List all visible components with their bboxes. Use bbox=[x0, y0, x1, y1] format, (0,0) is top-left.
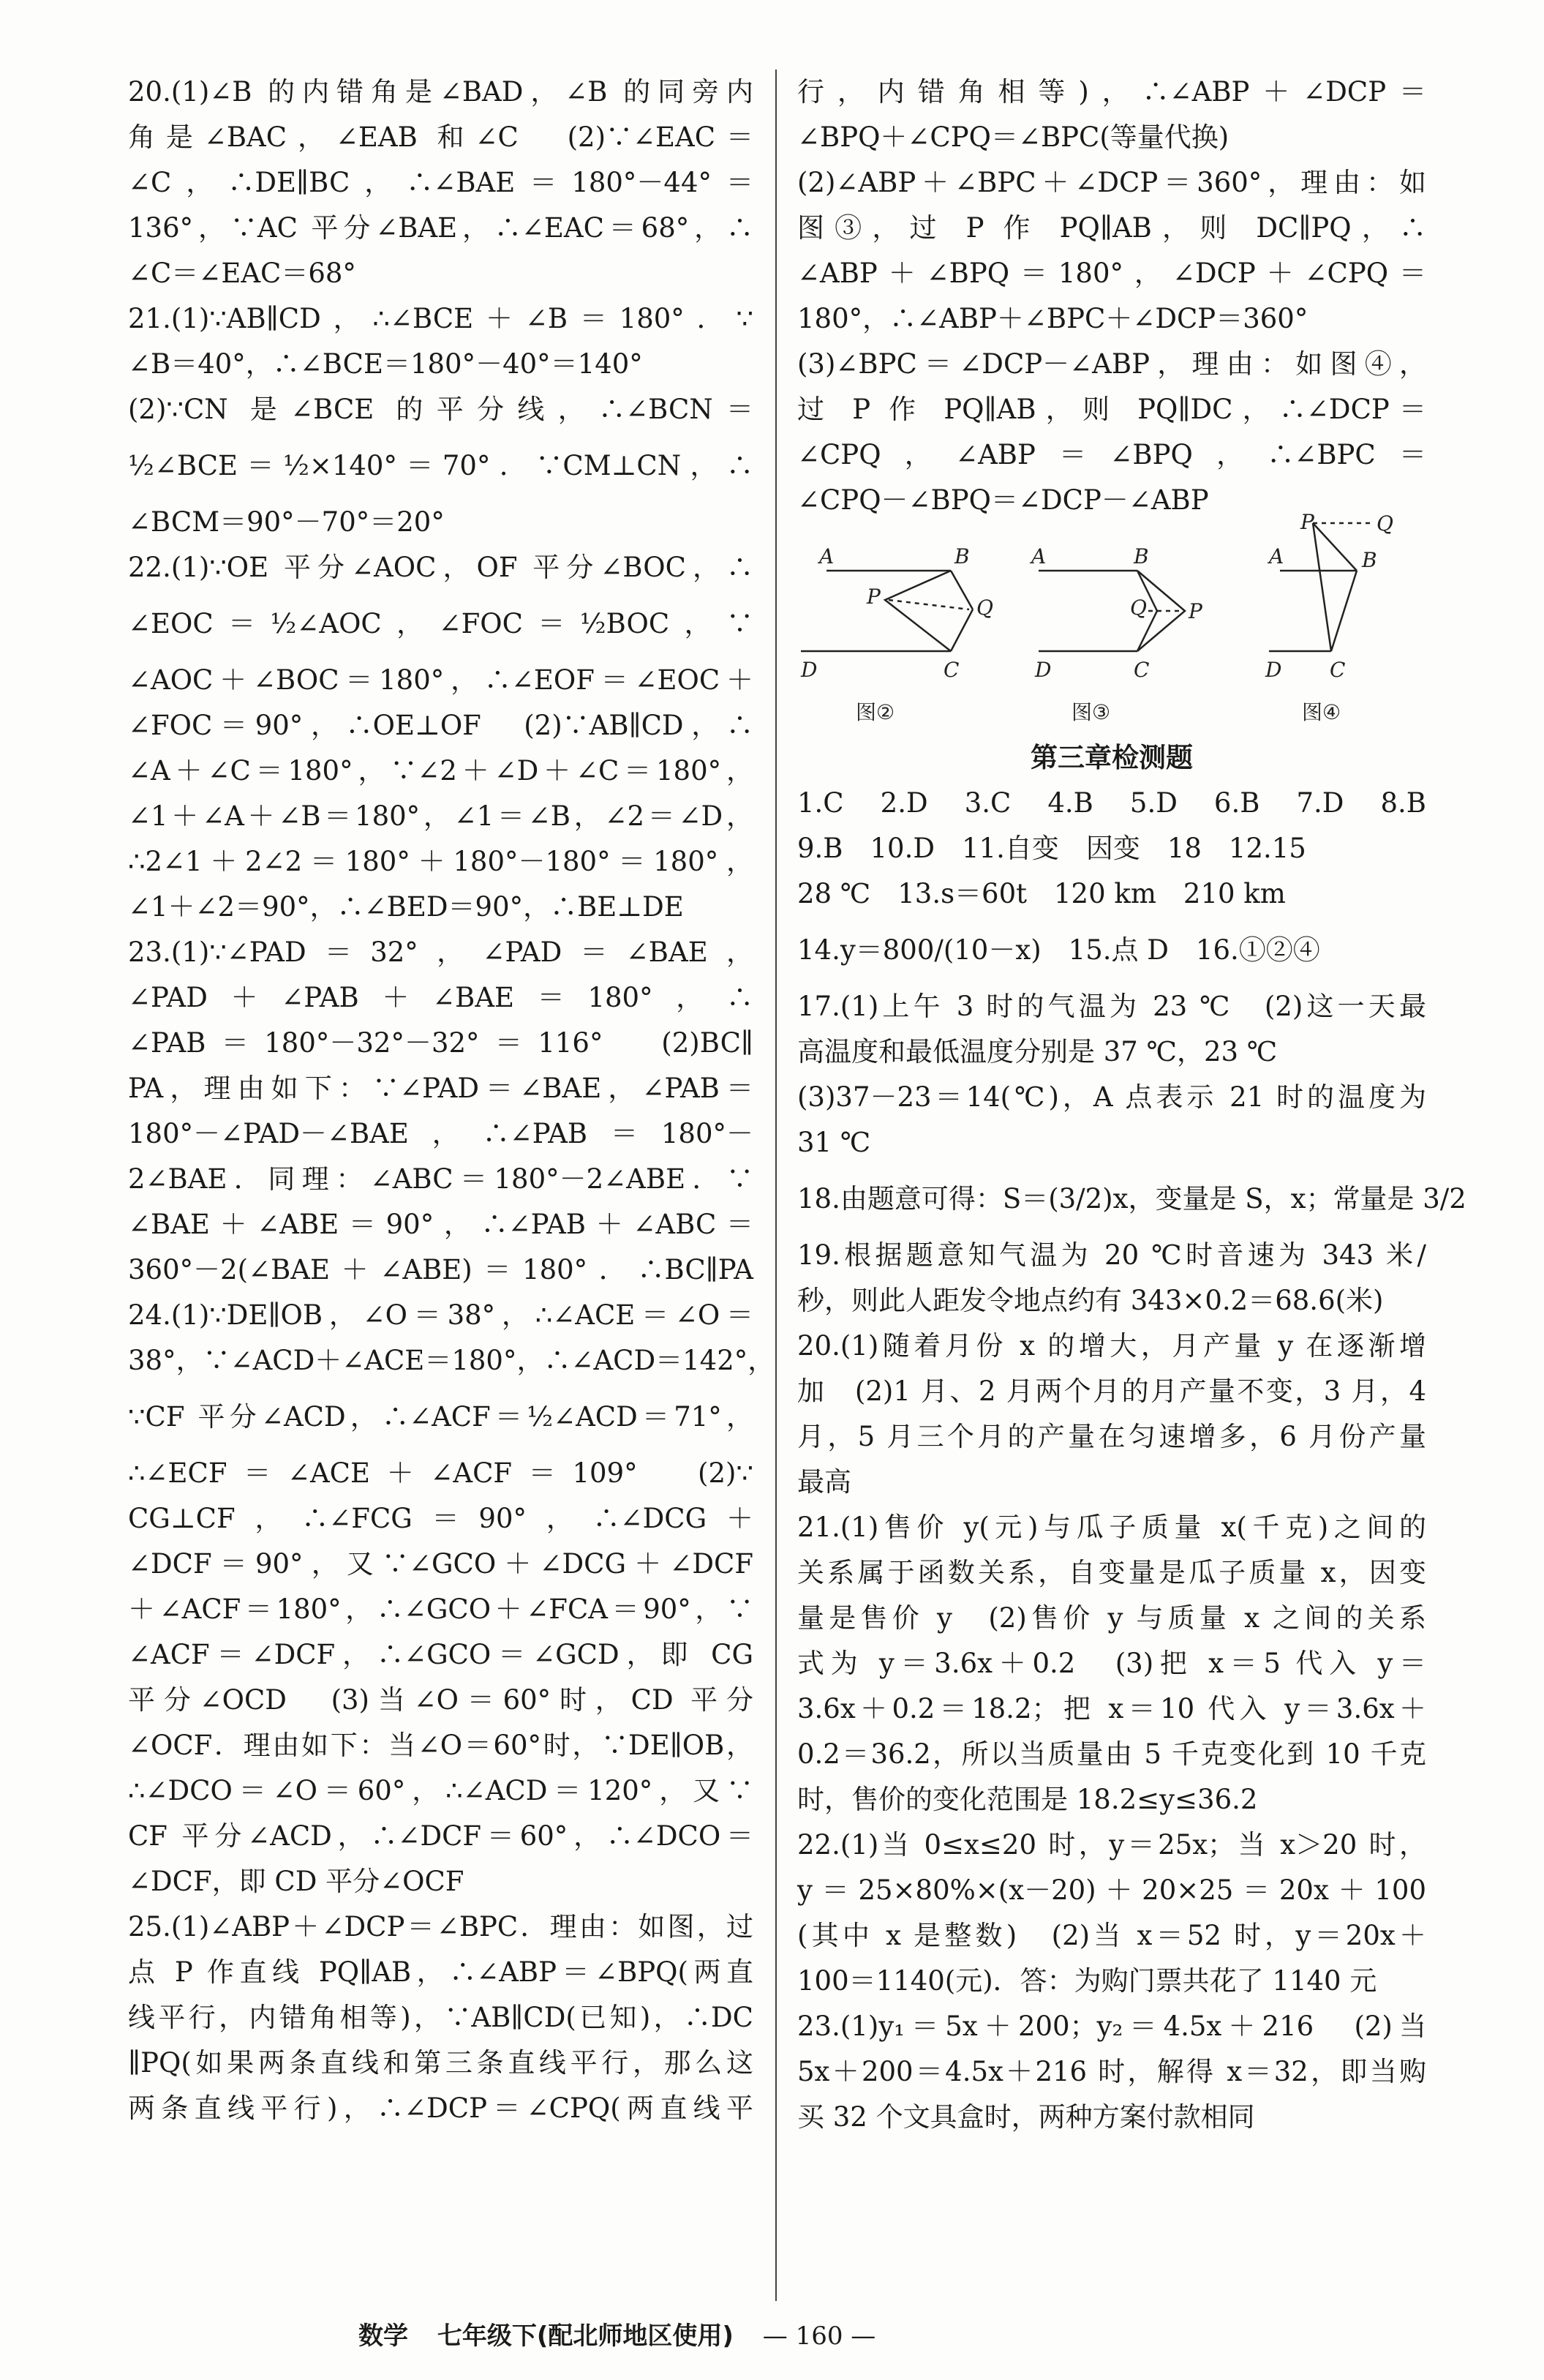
text-line: 18.由题意可得：S＝(3/2)x，变量是 S，x；常量是 3/2 bbox=[797, 1183, 1466, 1215]
text-line: 19.根据题意知气温为 20 ℃时音速为 343 米/ bbox=[797, 1239, 1426, 1271]
fig4-caption: 图④ bbox=[1302, 700, 1341, 724]
fig2-label-d: D bbox=[801, 658, 818, 682]
text-line: ∵CF 平分∠ACD，∴∠ACF＝½∠ACD＝71°， bbox=[128, 1401, 753, 1433]
text-line: 式为 y＝3.6x＋0.2 (3)把 x＝5 代入 y＝ bbox=[797, 1648, 1426, 1679]
text-line: ＋∠ACF＝180°，∴∠GCO＋∠FCA＝90°，∵ bbox=[128, 1593, 753, 1625]
text-line: PA，理由如下：∵∠PAD＝∠BAE，∠PAB＝ bbox=[128, 1073, 753, 1104]
text-line: 38°，∵∠ACD＋∠ACE＝180°，∴∠ACD＝142°， bbox=[128, 1345, 775, 1376]
text-line: ∠1＋∠2＝90°，∴∠BED＝90°，∴BE⊥DE bbox=[128, 891, 684, 923]
text-line: ∠AOC＋∠BOC＝180°，∴∠EOF＝∠EOC＋ bbox=[128, 664, 753, 696]
text-line: ∠C＝∠EAC＝68° bbox=[128, 258, 356, 289]
text-line: ∥PQ(如果两条直线和第三条直线平行，那么这 bbox=[128, 2047, 753, 2079]
text-line: CF 平分∠ACD，∴∠DCF＝60°，∴∠DCO＝ bbox=[128, 1820, 753, 1852]
text-line: ∠BAE＋∠ABE＝90°，∴∠PAB＋∠ABC＝ bbox=[128, 1209, 753, 1240]
text-line: ∠1＋∠A＋∠B＝180°，∠1＝∠B，∠2＝∠D， bbox=[128, 800, 753, 832]
text-line: ∴∠DCO＝∠O＝60°，∴∠ACD＝120°，又∵ bbox=[128, 1775, 753, 1806]
text-line: 23.(1)y₁＝5x＋200；y₂＝4.5x＋216 (2)当 bbox=[797, 2011, 1426, 2042]
text-line: (2)∠ABP＋∠BPC＋∠DCP＝360°，理由：如 bbox=[797, 167, 1426, 198]
text-line: 图③，过 P 作 PQ∥AB，则 DC∥PQ，∴ bbox=[797, 212, 1426, 244]
text-line: 量是售价 y (2)售价 y 与质量 x 之间的关系 bbox=[797, 1602, 1426, 1634]
text-line: 180°，∴∠ABP＋∠BPC＋∠DCP＝360° bbox=[797, 303, 1308, 334]
text-line: ½∠BCE＝½×140°＝70°．∵CM⊥CN，∴ bbox=[128, 450, 753, 481]
text-line: 高温度和最低温度分别是 37 ℃，23 ℃ bbox=[797, 1036, 1278, 1067]
fig3-caption: 图③ bbox=[1072, 700, 1111, 724]
text-line: 100＝1140(元)．答：为购门票共花了 1140 元 bbox=[797, 1965, 1377, 1997]
text-line: (3)37－23＝14(℃)，A 点表示 21 时的温度为 bbox=[797, 1081, 1426, 1113]
text-line: 5x＋200＝4.5x＋216 时，解得 x＝32，即当购 bbox=[797, 2056, 1426, 2087]
text-line: 28 ℃ 13.s＝60t 120 km 210 km bbox=[797, 878, 1286, 909]
text-line: 角是∠BAC，∠EAB 和∠C (2)∵∠EAC＝ bbox=[128, 121, 753, 153]
fig3-label-p: P bbox=[1189, 599, 1202, 623]
fig2-label-b: B bbox=[954, 544, 970, 568]
fig4-label-d: D bbox=[1265, 658, 1282, 682]
text-line: ∠PAD＋∠PAB＋∠BAE＝180°，∴ bbox=[128, 982, 753, 1013]
fig4-label-a: A bbox=[1269, 544, 1284, 568]
text-line: 行，内错角相等)，∴∠ABP＋∠DCP＝ bbox=[797, 76, 1426, 108]
text-line: 136°，∵AC 平分∠BAE，∴∠EAC＝68°，∴ bbox=[128, 212, 753, 244]
text-line: ∠CPQ，∠ABP＝∠BPQ，∴∠BPC＝ bbox=[797, 439, 1426, 470]
section-title: 第三章检测题 bbox=[1031, 742, 1193, 773]
fig2-caption: 图② bbox=[856, 700, 895, 724]
geometry-figures bbox=[797, 510, 1426, 735]
text-line: (其中 x 是整数) (2)当 x＝52 时，y＝20x＋ bbox=[797, 1920, 1426, 1951]
fig3-label-d: D bbox=[1035, 658, 1052, 682]
fig3-label-b: B bbox=[1134, 544, 1149, 568]
text-line: 过 P 作 PQ∥AB，则 PQ∥DC，∴∠DCP＝ bbox=[797, 394, 1426, 425]
text-line: 9.B 10.D 11.自变 因变 18 12.15 bbox=[797, 833, 1306, 864]
text-line: 21.(1)售价 y(元)与瓜子质量 x(千克)之间的 bbox=[797, 1512, 1426, 1543]
text-line: 14.y＝800/(10－x) 15.点 D 16.①②④ bbox=[797, 934, 1320, 966]
text-line: 21.(1)∵AB∥CD，∴∠BCE＋∠B＝180°．∵ bbox=[128, 303, 753, 334]
text-line: 两条直线平行)，∴∠DCP＝∠CPQ(两直线平 bbox=[128, 2092, 753, 2124]
text-line: 1.C 2.D 3.C 4.B 5.D 6.B 7.D 8.B bbox=[797, 787, 1426, 819]
text-line: 线平行，内错角相等)，∵AB∥CD(已知)，∴DC bbox=[128, 2002, 753, 2033]
fig3-label-q: Q bbox=[1130, 596, 1147, 620]
text-line: ∠DCF，即 CD 平分∠OCF bbox=[128, 1866, 464, 1897]
fig4-label-q: Q bbox=[1377, 511, 1393, 536]
text-line: 22.(1)当 0≤x≤20 时，y＝25x；当 x＞20 时， bbox=[797, 1829, 1426, 1861]
figures-svg bbox=[797, 510, 1426, 735]
text-line: 180°－∠PAD－∠BAE，∴∠PAB＝180°－ bbox=[128, 1118, 753, 1149]
text-line: ∠A＋∠C＝180°，∵∠2＋∠D＋∠C＝180°， bbox=[128, 755, 753, 787]
fig2-label-p: P bbox=[867, 585, 881, 609]
text-line: 平分∠OCD (3)当∠O＝60°时，CD 平分 bbox=[128, 1684, 753, 1716]
text-line: 点 P 作直线 PQ∥AB，∴∠ABP＝∠BPQ(两直 bbox=[128, 1956, 753, 1988]
text-line: ∠C，∴DE∥BC，∴∠BAE＝180°－44°＝ bbox=[128, 167, 753, 198]
footer-subject: 数学 bbox=[358, 2321, 408, 2351]
fig2-label-q: Q bbox=[976, 596, 993, 620]
left-column bbox=[128, 70, 775, 2131]
text-line: 2∠BAE．同理：∠ABC＝180°－2∠ABE．∵ bbox=[128, 1163, 753, 1195]
page-footer bbox=[358, 2316, 1236, 2351]
text-line: ∴∠ECF＝∠ACE＋∠ACF＝109° (2)∵ bbox=[128, 1457, 753, 1489]
column-divider bbox=[775, 70, 777, 2301]
text-line: 23.(1)∵∠PAD＝32°，∠PAD＝∠BAE， bbox=[128, 936, 753, 968]
text-line: 17.(1)上午 3 时的气温为 23 ℃ (2)这一天最 bbox=[797, 991, 1426, 1022]
text-line: 24.(1)∵DE∥OB，∠O＝38°，∴∠ACE＝∠O＝ bbox=[128, 1299, 753, 1331]
text-line: ∠OCF．理由如下：当∠O＝60°时，∵DE∥OB， bbox=[128, 1730, 753, 1761]
text-line: 加 (2)1 月、2 月两个月的月产量不变，3 月，4 bbox=[797, 1375, 1426, 1407]
right-column-bottom-text bbox=[797, 781, 1466, 2140]
fig4-label-c: C bbox=[1330, 658, 1346, 682]
text-line: 31 ℃ bbox=[797, 1127, 871, 1158]
text-line: 秒，则此人距发令地点约有 343×0.2＝68.6(米) bbox=[797, 1285, 1384, 1316]
text-line: 0.2＝36.2，所以当质量由 5 千克变化到 10 千克 bbox=[797, 1738, 1426, 1770]
text-line: (3)∠BPC＝∠DCP－∠ABP，理由：如图④， bbox=[797, 348, 1426, 380]
fig3-label-a: A bbox=[1031, 544, 1047, 568]
text-line: 22.(1)∵OE 平分∠AOC，OF 平分∠BOC，∴ bbox=[128, 552, 753, 583]
footer-page-number: — 160 — bbox=[762, 2321, 876, 2351]
text-line: ∠BCM＝90°－70°＝20° bbox=[128, 506, 445, 538]
fig3-label-c: C bbox=[1134, 658, 1150, 682]
text-line: ∠FOC＝90°，∴OE⊥OF (2)∵AB∥CD，∴ bbox=[128, 710, 753, 741]
text-line: ∠ACF＝∠DCF，∴∠GCO＝∠GCD，即 CG bbox=[128, 1639, 753, 1670]
text-line: y＝25×80%×(x－20)＋20×25＝20x＋100 bbox=[797, 1874, 1426, 1906]
text-line: ∴2∠1＋2∠2＝180°＋180°－180°＝180°， bbox=[128, 846, 753, 877]
text-line: ∠BPQ＋∠CPQ＝∠BPC(等量代换) bbox=[797, 121, 1229, 153]
text-line: (2)∵CN 是∠BCE 的平分线，∴∠BCN＝ bbox=[128, 394, 753, 425]
text-line: 360°－2(∠BAE＋∠ABE)＝180°．∴BC∥PA bbox=[128, 1254, 753, 1285]
right-column-top-text bbox=[797, 70, 1426, 523]
text-line: 20.(1)随着月份 x 的增大，月产量 y 在逐渐增 bbox=[797, 1330, 1426, 1362]
text-line: 关系属于函数关系，自变量是瓜子质量 x，因变 bbox=[797, 1557, 1426, 1588]
text-line: 买 32 个文具盒时，两种方案付款相同 bbox=[797, 2101, 1255, 2133]
text-line: CG⊥CF，∴∠FCG＝90°，∴∠DCG＋ bbox=[128, 1503, 753, 1534]
text-line: ∠CPQ－∠BPQ＝∠DCP－∠ABP bbox=[797, 484, 1209, 516]
text-line: 20.(1)∠B 的内错角是∠BAD，∠B 的同旁内 bbox=[128, 76, 753, 108]
right-column bbox=[797, 70, 1466, 2140]
fig4-label-b: B bbox=[1362, 548, 1377, 572]
text-line: ∠DCF＝90°，又∵∠GCO＋∠DCG＋∠DCF bbox=[128, 1548, 753, 1580]
text-line: 月，5 月三个月的产量在匀速增多，6 月份产量 bbox=[797, 1421, 1426, 1452]
text-line: 3.6x＋0.2＝18.2；把 x＝10 代入 y＝3.6x＋ bbox=[797, 1693, 1426, 1724]
fig2-label-a: A bbox=[819, 544, 835, 568]
fig2-label-c: C bbox=[944, 658, 960, 682]
text-line: 25.(1)∠ABP＋∠DCP＝∠BPC．理由：如图，过 bbox=[128, 1911, 753, 1942]
text-line: ∠PAB＝180°－32°－32°＝116° (2)BC∥ bbox=[128, 1027, 753, 1059]
fig4-label-p: P bbox=[1300, 510, 1314, 534]
text-line: 最高 bbox=[797, 1466, 851, 1498]
text-line: 时，售价的变化范围是 18.2≤y≤36.2 bbox=[797, 1784, 1258, 1815]
footer-grade: 七年级下(配北师地区使用) bbox=[437, 2321, 734, 2351]
text-line: ∠EOC＝½∠AOC，∠FOC＝½BOC，∵ bbox=[128, 608, 753, 639]
text-line: ∠ABP＋∠BPQ＝180°，∠DCP＋∠CPQ＝ bbox=[797, 258, 1426, 289]
text-line: ∠B＝40°，∴∠BCE＝180°－40°＝140° bbox=[128, 348, 643, 380]
